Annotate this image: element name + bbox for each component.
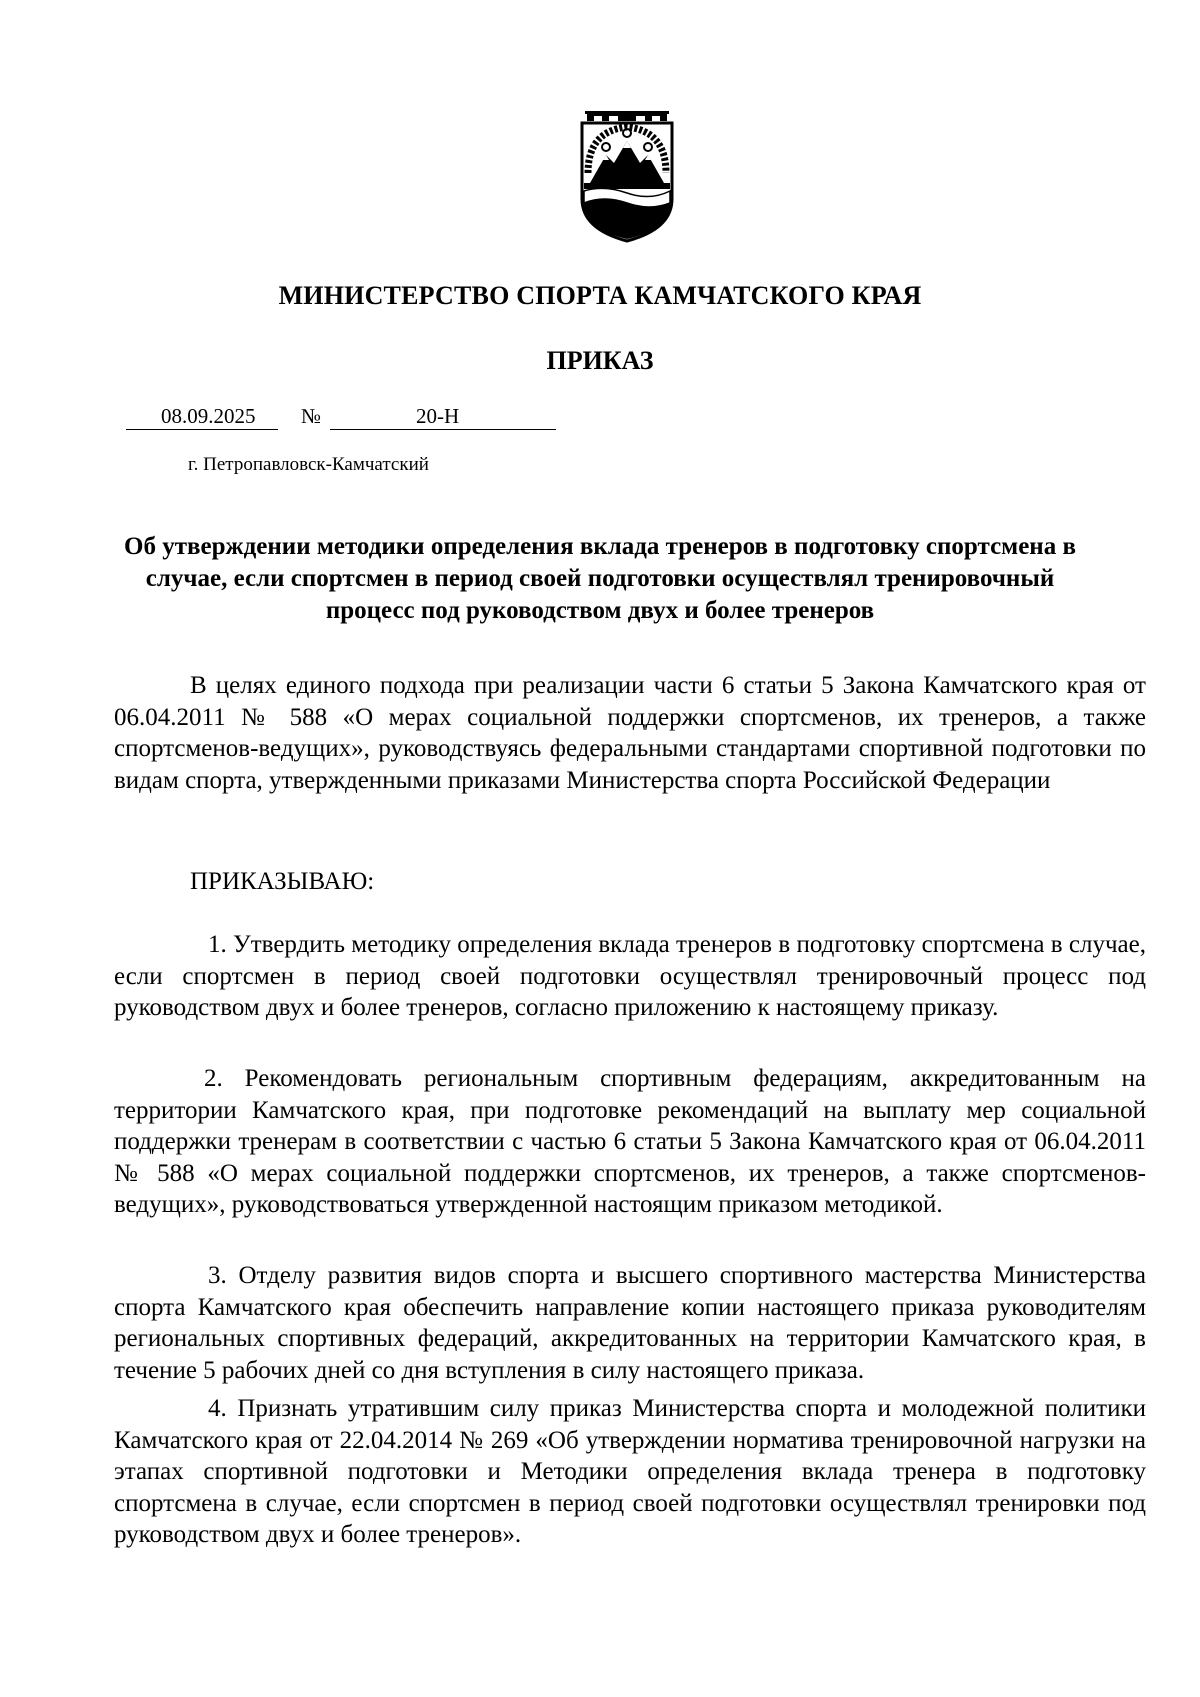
document-type: ПРИКАЗ (546, 346, 654, 375)
order-item-3: 3. Отделу развития видов спорта и высшего спортивного мастерства Министерства спорта Камчатского края обеспечить направление копии настоящего приказа руководителям региональных спортивных федераций, аккредитованных на территории Камчатского края, в течение 5 рабочих дней со дня вступления в силу настоящего приказа. (114, 1262, 1146, 1384)
order-number: 20-Н (416, 404, 460, 428)
order-date: 08.09.2025 (161, 404, 256, 428)
date-number-line (126, 404, 556, 432)
city-name: г. Петропавловск-Камчатский (188, 454, 429, 475)
preamble-paragraph: В целях единого подхода при реализации части 6 статьи 5 Закона Камчатского края от 06.04.2011 № 588 «О мерах социальной поддержки спортсменов, их тренеров, а также спортсменов-ведущих», руководствуясь федеральными стандартами спортивной подготовки по видам спорта, утвержденными приказами Министерства спорта Российской Федерации (114, 672, 1146, 794)
order-command: ПРИКАЗЫВАЮ: (190, 868, 375, 895)
order-heading: Об утверждении методики определения вклада тренеров в подготовку спортсмена в случае, если спортсмен в период своей подготовки осуществлял тренировочный процесс под руководством двух и более тренеров (124, 533, 1076, 624)
order-item-1: 1. Утвердить методику определения вклада тренеров в подготовку спортсмена в случае, если спортсмен в период своей подготовки осуществлял тренировочный процесс под руководством двух и более тренеров, согласно приложению к настоящему приказу. (114, 931, 1146, 1021)
ministry-name: МИНИСТЕРСТВО СПОРТА КАМЧАТСКОГО КРАЯ (278, 281, 922, 310)
kamchatka-coat-of-arms-icon (574, 111, 680, 243)
order-item-2: 2. Рекомендовать региональным спортивным федерациям, аккредитованным на территории Камчатского края, при подготовке рекомендаций на выплату мер социальной поддержки тренерам в соответствии с частью 6 статьи 5 Закона Камчатского края от 06.04.2011 № 588 «О мерах социальной поддержки спортсменов, их тренеров, а также спортсменов-ведущих», руководствоваться утвержденной настоящим приказом методикой. (114, 1065, 1146, 1218)
order-item-4: 4. Признать утратившим силу приказ Министерства спорта и молодежной политики Камчатского края от 22.04.2014 № 269 «Об утверждении норматива тренировочной нагрузки на этапах спортивной подготовки и Методики определения вклада тренера в подготовку спортсмена в случае, если спортсмен в период своей подготовки осуществлял тренировки под руководством двух и более тренеров». (114, 1395, 1146, 1548)
number-sign: № (301, 404, 322, 428)
